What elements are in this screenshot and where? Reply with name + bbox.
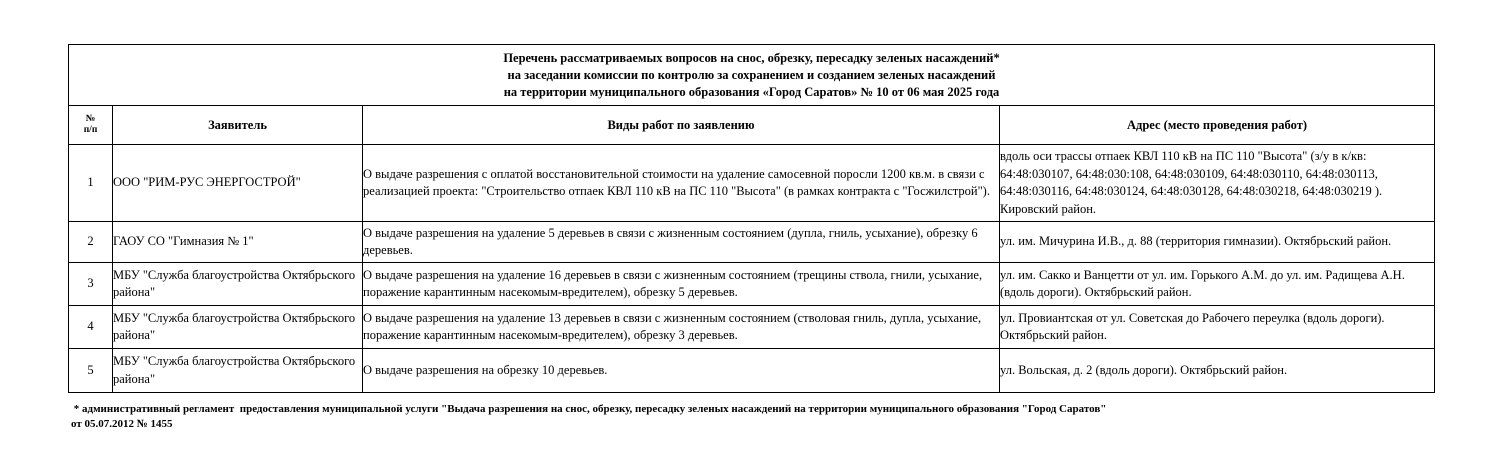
document-title: [69, 45, 1435, 106]
row-number: 1: [69, 145, 113, 222]
row-applicant: ГАОУ СО "Гимназия № 1": [113, 222, 363, 263]
register-table: [68, 44, 1435, 393]
footnote-line-1: * административный регламент предоставления муниципальной услуги "Выдача разрешения на снос, обрезку, пересадку зеленых насаждений на территории муниципального образования "Город Саратов": [71, 403, 1107, 415]
row-number: 5: [69, 349, 113, 393]
title-line-2: на заседании комиссии по контролю за сохранением и созданием зеленых насаждений: [507, 67, 996, 82]
header-number: [69, 106, 113, 145]
row-applicant: ООО "РИМ-РУС ЭНЕРГОСТРОЙ": [113, 145, 363, 222]
header-applicant: Заявитель: [113, 106, 363, 145]
footnote-line-2: от 05.07.2012 № 1455: [71, 418, 173, 430]
title-line-3: на территории муниципального образования «Город Саратов» № 10 от 06 мая 2025 года: [503, 84, 1000, 99]
table-row: [69, 145, 1435, 222]
header-row: [69, 106, 1435, 145]
header-address: Адрес (место проведения работ): [1000, 106, 1435, 145]
row-applicant: МБУ "Служба благоустройства Октябрьского района": [113, 349, 363, 393]
header-number-line-2: п/п: [83, 125, 98, 135]
row-address: ул. им. Мичурина И.В., д. 88 (территория гимназии). Октябрьский район.: [1000, 222, 1435, 263]
row-number: 2: [69, 222, 113, 263]
row-address: ул. Провиантская от ул. Советская до Рабочего переулка (вдоль дороги). Октябрьский район.: [1000, 306, 1435, 349]
title-line-1: Перечень рассматриваемых вопросов на снос, обрезку, пересадку зеленых насаждений*: [503, 50, 1000, 65]
row-applicant: МБУ "Служба благоустройства Октябрьского района": [113, 306, 363, 349]
footnote: [71, 402, 1106, 432]
row-address: ул. им. Сакко и Ванцетти от ул. им. Горького А.М. до ул. им. Радищева А.Н. (вдоль дороги). Октябрьский район.: [1000, 263, 1435, 306]
row-number: 4: [69, 306, 113, 349]
table-row: [69, 263, 1435, 306]
document-sheet: [68, 44, 1434, 393]
row-works: О выдаче разрешения на удаление 5 деревьев в связи с жизненным состоянием (дупла, гниль, усыхание), обрезку 6 деревьев.: [363, 222, 1000, 263]
row-works: О выдаче разрешения на обрезку 10 деревьев.: [363, 349, 1000, 393]
row-number: 3: [69, 263, 113, 306]
row-applicant: МБУ "Служба благоустройства Октябрьского района": [113, 263, 363, 306]
header-works: Виды работ по заявлению: [363, 106, 1000, 145]
table-row: [69, 222, 1435, 263]
row-works: О выдаче разрешения на удаление 13 деревьев в связи с жизненным состоянием (стволовая гниль, дупла, усыхание, поражение карантинным насекомым-вредителем), обрезку 3 деревьев.: [363, 306, 1000, 349]
row-works: О выдаче разрешения с оплатой восстановительной стоимости на удаление самосевной поросли 1200 кв.м. в связи с реализацией проекта: "Строительство отпаек КВЛ 110 кВ на ПС 110 "Высота" (в рамках контракта с "Госжилстрой").: [363, 145, 1000, 222]
table-row: [69, 306, 1435, 349]
row-address: ул. Вольская, д. 2 (вдоль дороги). Октябрьский район.: [1000, 349, 1435, 393]
title-row: [69, 45, 1435, 106]
row-works: О выдаче разрешения на удаление 16 деревьев в связи с жизненным состоянием (трещины ствола, гнили, усыхание, поражение карантинным насекомым-вредителем), обрезку 5 деревьев.: [363, 263, 1000, 306]
table-row: [69, 349, 1435, 393]
row-address: вдоль оси трассы отпаек КВЛ 110 кВ на ПС 110 "Высота" (з/у в к/кв: 64:48:030107, 64:48:030:108, 64:48:030109, 64:48:030110, 64:48:030113, 64:48:030116, 64:48:030124, 64:48:030128, 64:48:030218, 64:48:030219 ). Кировский район.: [1000, 145, 1435, 222]
header-number-line-1: №: [85, 114, 96, 124]
